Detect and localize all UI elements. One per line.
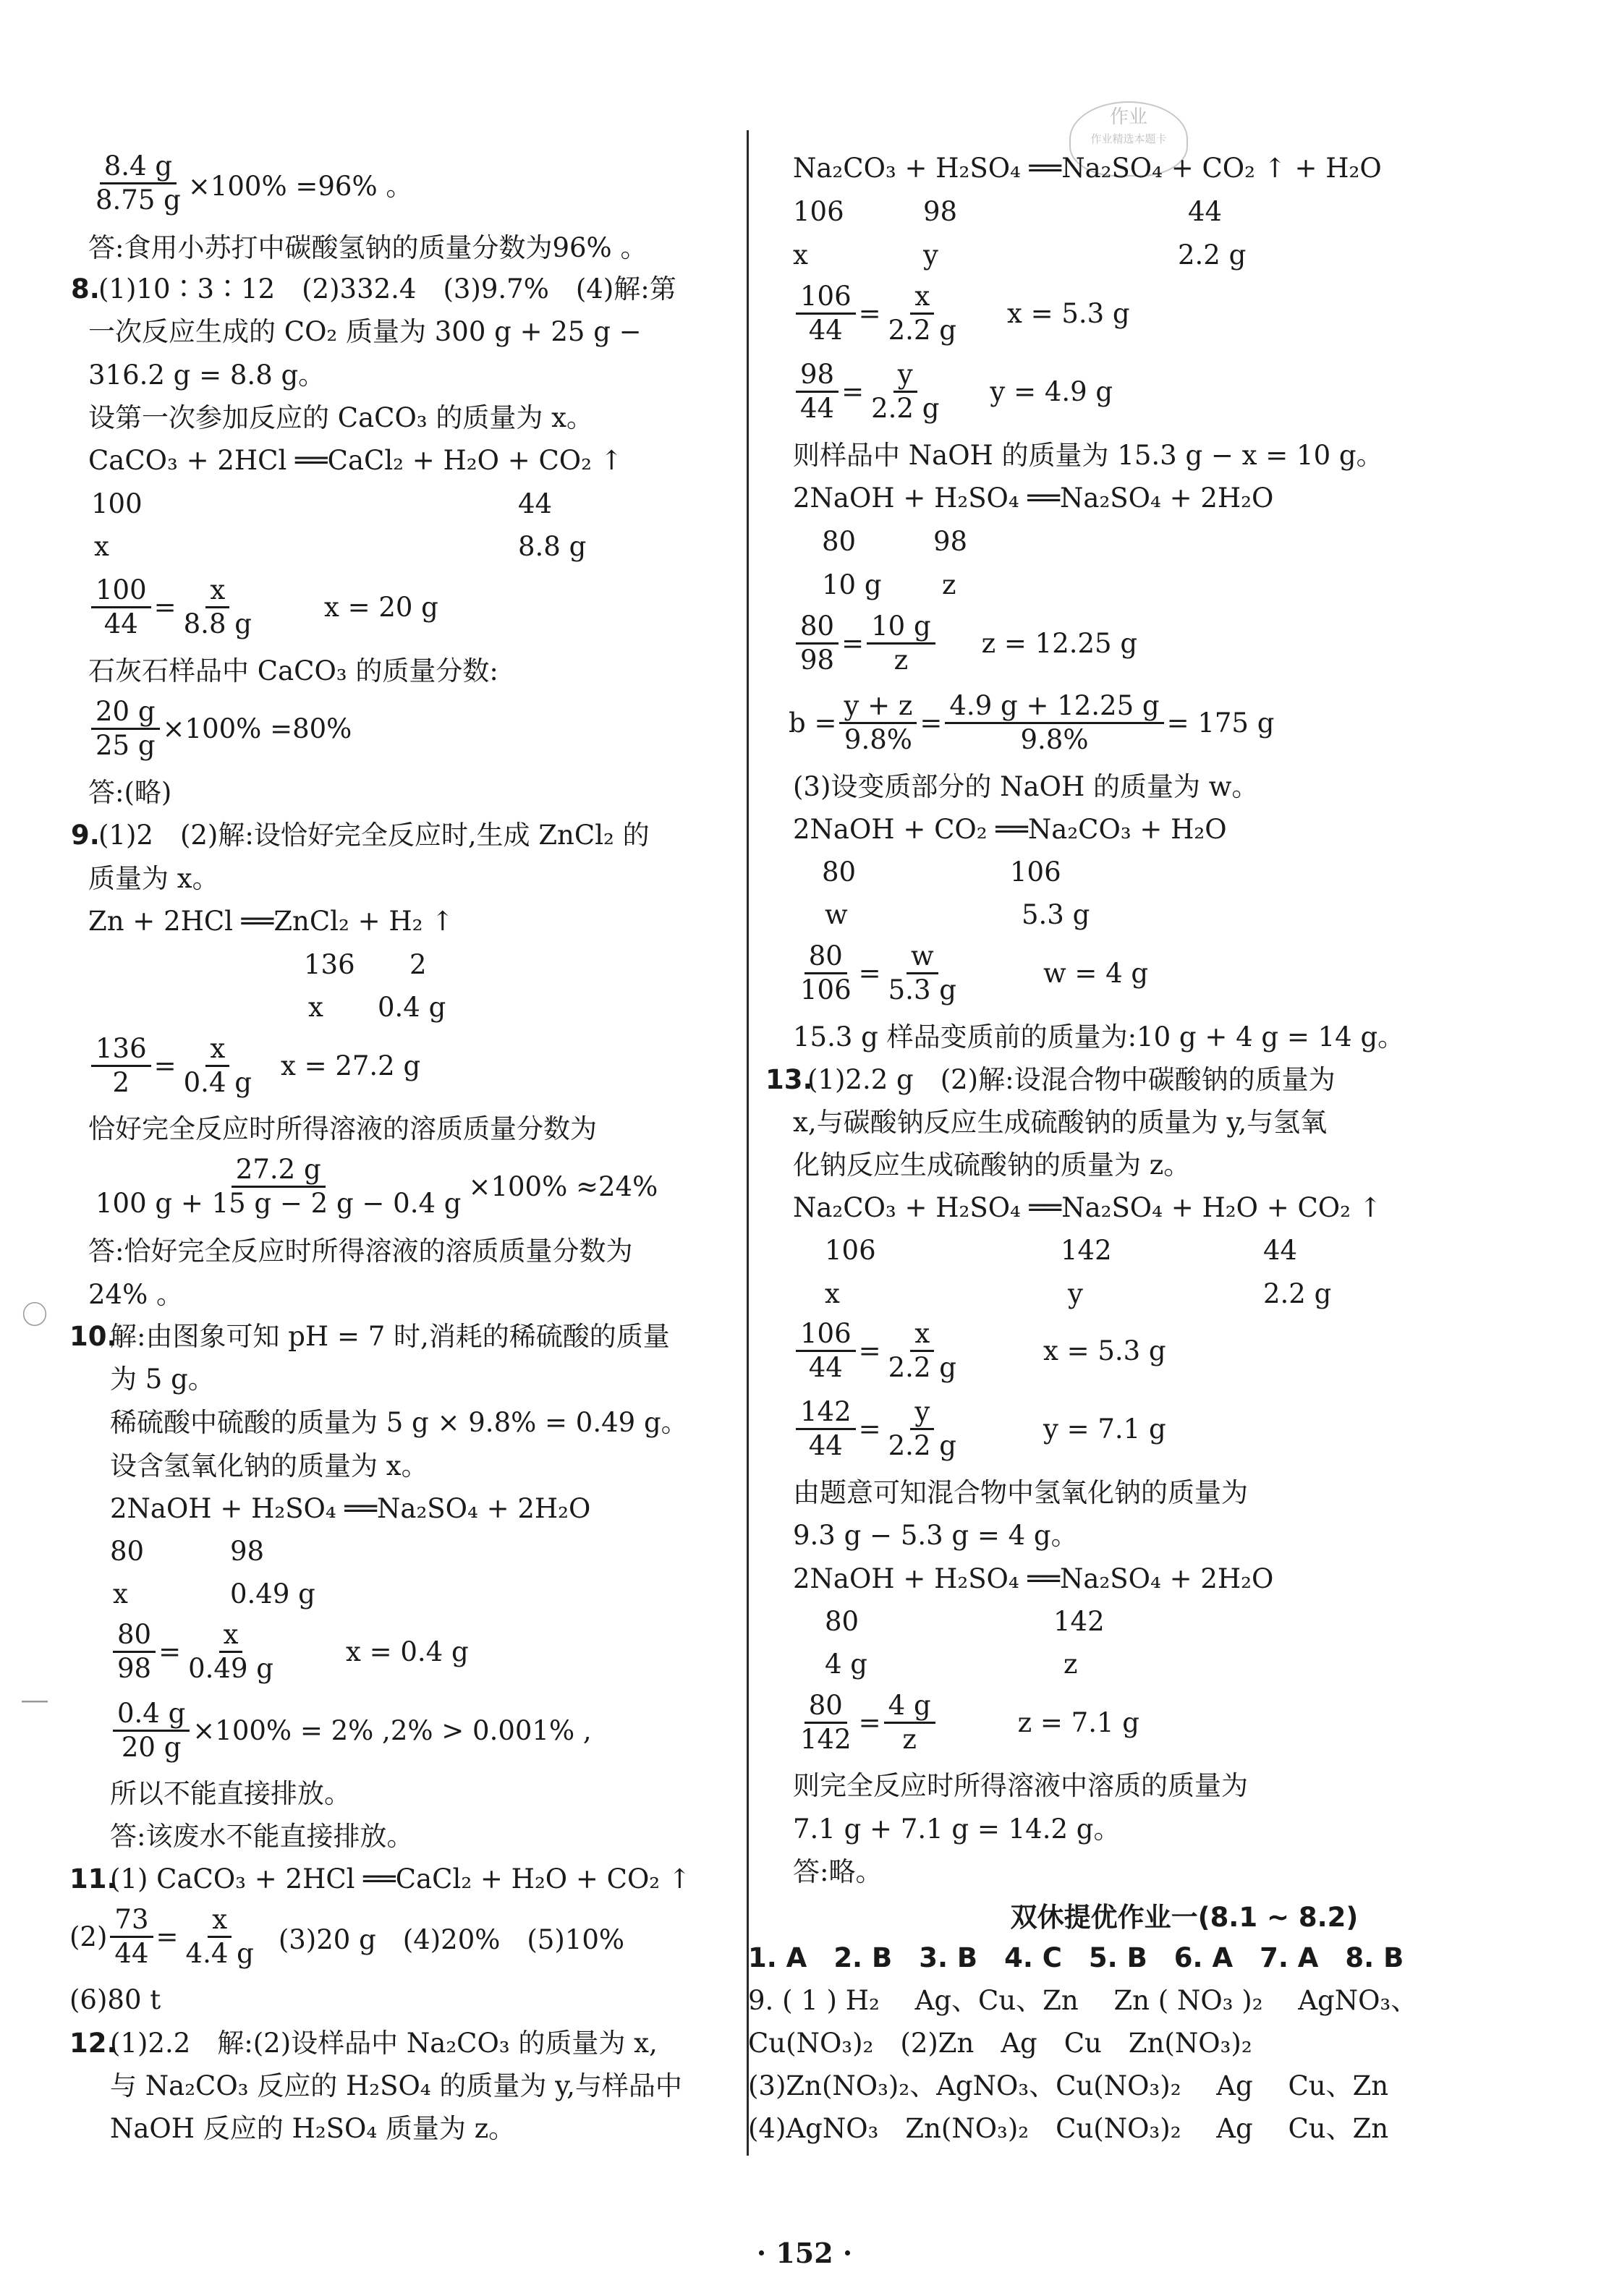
- fraction-line: $\frac{0.4 g}{20 g}$ ×100% = 2% ,2% > 0.001% ,: [110, 1698, 592, 1764]
- text-line: NaOH 反应的 H₂SO₄ 质量为 z。: [110, 2113, 516, 2144]
- text-line: 7.1 g + 7.1 g = 14.2 g。: [793, 1814, 1121, 1845]
- molar-mass: 136: [304, 949, 355, 980]
- text-line: 与 Na₂CO₃ 反应的 H₂SO₄ 的质量为 y,与样品中: [110, 2070, 682, 2101]
- text-line: (1)2 (2)解:设恰好完全反应时,生成 ZnCl₂ 的: [98, 820, 650, 851]
- answer-line: 答:(略): [88, 777, 172, 808]
- proportion: $\frac{98}{44}$ = $\frac{y}{2.2 g}$ y = 4.9 g: [793, 359, 1113, 425]
- question-number: 8.: [71, 273, 100, 305]
- question-number: 13.: [765, 1064, 813, 1095]
- question-number: 11.: [69, 1863, 117, 1895]
- proportion: $\frac{106}{44}$ = $\frac{x}{2.2 g}$ x = 5.3 g: [793, 1318, 1166, 1384]
- text-line: 15.3 g 样品变质前的质量为:10 g + 4 g = 14 g。: [793, 1021, 1405, 1053]
- text-line: 稀硫酸中硫酸的质量为 5 g × 9.8% = 0.49 g。: [110, 1407, 688, 1438]
- chemical-equation: Na₂CO₃ + H₂SO₄ ══Na₂SO₄ + CO₂ ↑ + H₂O: [793, 153, 1382, 184]
- known-mass: 0.49 g: [230, 1578, 315, 1610]
- chemical-equation: 2NaOH + CO₂ ══Na₂CO₃ + H₂O: [793, 814, 1227, 845]
- text-line: 恰好完全反应时所得溶液的溶质质量分数为: [88, 1113, 597, 1144]
- known-mass: 8.8 g: [518, 531, 587, 562]
- chemical-equation: 2NaOH + H₂SO₄ ══Na₂SO₄ + 2H₂O: [793, 482, 1274, 514]
- text-line: (3)设变质部分的 NaOH 的质量为 w。: [793, 771, 1259, 802]
- text-line: 设含氢氧化钠的质量为 x。: [110, 1450, 428, 1481]
- text-line: 解:由图象可知 pH = 7 时,消耗的稀硫酸的质量: [110, 1321, 670, 1352]
- proportion: b = $\frac{y + z}{9.8\%}$ = $\frac{4.9 g + 12.25 g}{9.8\%}$ = 175 g: [789, 690, 1275, 755]
- question-number: 9.: [71, 820, 100, 851]
- multiple-choice-answers: 1. A 2. B 3. B 4. C 5. B 6. A 7. A 8. B: [748, 1942, 1404, 1973]
- molar-mass: 106: [793, 196, 844, 227]
- unknown: x: [825, 1278, 840, 1309]
- text-line: 化钠反应生成硫酸钠的质量为 z。: [793, 1149, 1191, 1181]
- unknown: z: [1064, 1649, 1078, 1680]
- text-line: 为 5 g。: [110, 1364, 215, 1395]
- unknown: y: [923, 239, 938, 271]
- text-line: Cu(NO₃)₂ (2)Zn Ag Cu Zn(NO₃)₂: [748, 2028, 1252, 2059]
- text-line: 所以不能直接排放。: [110, 1778, 351, 1809]
- known-mass: 5.3 g: [1022, 899, 1090, 930]
- proportion: $\frac{80}{98}$ = $\frac{x}{0.49 g}$ x = 0.4 g: [110, 1619, 469, 1685]
- text-line: (3)Zn(NO₃)₂、AgNO₃、Cu(NO₃)₂ Ag Cu、Zn: [748, 2070, 1389, 2101]
- molar-mass: 80: [110, 1536, 145, 1567]
- fraction-line: $\frac{8.4 g}{8.75 g}$ ×100% =96% 。: [95, 150, 413, 216]
- fraction-line: $\frac{20 g}{25 g}$ ×100% =80%: [88, 696, 352, 762]
- unknown: w: [825, 899, 848, 930]
- unknown: x: [308, 992, 323, 1023]
- text-line: 一次反应生成的 CO₂ 质量为 300 g + 25 g −: [88, 316, 642, 347]
- text-line: (1)2.2 解:(2)设样品中 Na₂CO₃ 的质量为 x,: [110, 2028, 658, 2059]
- proportion: $\frac{100}{44}$ = $\frac{x}{8.8 g}$ x = 20 g: [88, 574, 438, 640]
- page-number: · 152 ·: [756, 2237, 853, 2269]
- text-line: (4)AgNO₃ Zn(NO₃)₂ Cu(NO₃)₂ Ag Cu、Zn: [748, 2113, 1389, 2144]
- text-line: x,与碳酸钠反应生成硫酸钠的质量为 y,与氢氧: [793, 1107, 1328, 1138]
- proportion: $\frac{106}{44}$ = $\frac{x}{2.2 g}$ x = 5.3 g: [793, 281, 1130, 346]
- molar-mass: 106: [1010, 856, 1061, 888]
- text-line: 设第一次参加反应的 CaCO₃ 的质量为 x。: [88, 402, 593, 433]
- molar-mass: 98: [933, 526, 968, 557]
- unknown: y: [1068, 1278, 1083, 1309]
- text-line: 9.3 g − 5.3 g = 4 g。: [793, 1520, 1078, 1551]
- molar-mass: 44: [1188, 196, 1223, 227]
- molar-mass: 98: [923, 196, 958, 227]
- chemical-equation: 2NaOH + H₂SO₄ ══Na₂SO₄ + 2H₂O: [793, 1563, 1274, 1594]
- molar-mass: 2: [409, 949, 427, 980]
- chemical-equation: CaCO₃ + 2HCl ══CaCl₂ + H₂O + CO₂ ↑: [88, 445, 623, 476]
- chemical-equation: 2NaOH + H₂SO₄ ══Na₂SO₄ + 2H₂O: [110, 1493, 591, 1524]
- proportion: $\frac{80}{98}$ = $\frac{10 g}{z}$ z = 12.25 g: [793, 611, 1137, 676]
- proportion: $\frac{80}{142}$ = $\frac{4 g}{z}$ z = 7.1 g: [800, 1690, 1139, 1755]
- answer-line: 答:略。: [793, 1856, 883, 1887]
- text-line: 9. ( 1 ) H₂ Ag、Cu、Zn Zn ( NO₃ )₂ AgNO₃、: [748, 1985, 1418, 2016]
- text-line: 石灰石样品中 CaCO₃ 的质量分数:: [88, 655, 498, 686]
- text-line: 由题意可知混合物中氢氧化钠的质量为: [793, 1477, 1248, 1508]
- molar-mass: 98: [230, 1536, 265, 1567]
- answer-line: 答:恰好完全反应时所得溶液的溶质质量分数为: [88, 1236, 633, 1267]
- molar-mass: 44: [518, 488, 553, 519]
- text-line: 则样品中 NaOH 的质量为 15.3 g − x = 10 g。: [793, 440, 1383, 471]
- molar-mass: 106: [825, 1235, 876, 1266]
- molar-mass: 80: [822, 526, 857, 557]
- proportion: $\frac{142}{44}$ = $\frac{y}{2.2 g}$ y = 7.1 g: [793, 1396, 1166, 1462]
- text-line: (1)2.2 g (2)解:设混合物中碳酸钠的质量为: [807, 1064, 1336, 1095]
- proportion: $\frac{80}{106}$ = $\frac{w}{5.3 g}$ w = 4 g: [800, 940, 1149, 1005]
- chemical-equation: Na₂CO₃ + H₂SO₄ ══Na₂SO₄ + H₂O + CO₂ ↑: [793, 1192, 1382, 1223]
- known-mass: 2.2 g: [1263, 1278, 1332, 1309]
- bleed-mark: ―: [22, 1685, 48, 1715]
- unknown: x: [94, 531, 109, 562]
- fraction-line: $\frac{27.2 g}{100 g + 15 g - 2 g - 0.4 g}$ ×100% ≈24%: [95, 1154, 658, 1219]
- bleed-mark: 〇: [22, 1301, 48, 1330]
- proportion: $\frac{136}{2}$ = $\frac{x}{0.4 g}$ x = 27.2 g: [88, 1033, 420, 1099]
- section-title: 双休提优作业一(8.1 ~ 8.2): [1010, 1902, 1359, 1933]
- molar-mass: 80: [822, 856, 857, 888]
- proportion: (2) $\frac{73}{44}$ = $\frac{x}{4.4 g}$ (3)20 g (4)20% (5)10%: [69, 1904, 625, 1969]
- chemical-equation: Zn + 2HCl ══ZnCl₂ + H₂ ↑: [88, 906, 454, 937]
- text-line: (6)80 t: [69, 1984, 161, 2015]
- answer-line: 答:食用小苏打中碳酸氢钠的质量分数为96% 。: [88, 232, 648, 263]
- text-line: 316.2 g = 8.8 g。: [88, 360, 326, 391]
- molar-mass: 44: [1263, 1235, 1298, 1266]
- unknown: x: [793, 239, 808, 271]
- known-mass: 2.2 g: [1178, 239, 1247, 271]
- column-divider: [747, 130, 749, 2156]
- answer-line: 答:该废水不能直接排放。: [110, 1821, 414, 1852]
- molar-mass: 142: [1061, 1235, 1112, 1266]
- answer-line: 24% 。: [88, 1279, 183, 1310]
- molar-mass: 80: [825, 1606, 859, 1637]
- text-line: 则完全反应时所得溶液中溶质的质量为: [793, 1770, 1248, 1801]
- unknown: x: [113, 1578, 128, 1610]
- text-line: (1)10∶3∶12 (2)332.4 (3)9.7% (4)解:第: [98, 273, 676, 305]
- question-number: 10.: [69, 1321, 117, 1352]
- molar-mass: 142: [1053, 1606, 1105, 1637]
- watermark-stamp: 作业 作业精选本题卡: [1069, 101, 1188, 177]
- chemical-equation: (1) CaCO₃ + 2HCl ══CaCl₂ + H₂O + CO₂ ↑: [110, 1863, 691, 1895]
- known-mass: 0.4 g: [378, 992, 446, 1023]
- known-mass: 4 g: [825, 1649, 867, 1680]
- text-line: 质量为 x。: [88, 863, 219, 894]
- known-mass: 10 g: [822, 569, 882, 600]
- unknown: z: [942, 569, 956, 600]
- question-number: 12.: [69, 2028, 117, 2059]
- molar-mass: 100: [91, 488, 143, 519]
